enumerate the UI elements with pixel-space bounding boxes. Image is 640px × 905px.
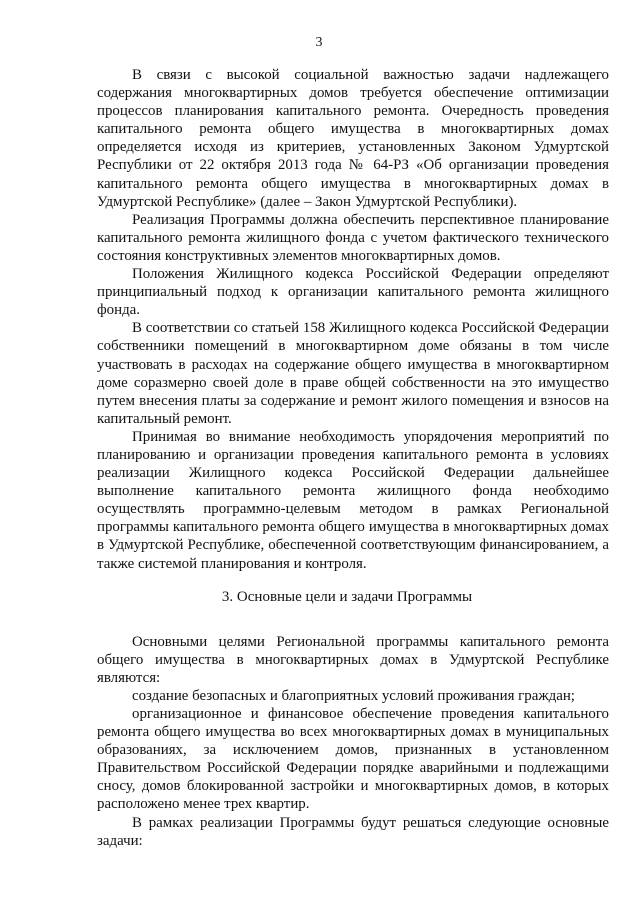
- section-heading: 3. Основные цели и задачи Программы: [221, 588, 473, 605]
- paragraph: Принимая во внимание необходимость упорядочения мероприятий по планированию и организации проведения капитального ремонта в условиях реализации Жилищного кодекса Российской Федерации дальнейшее выполнение капитального ремонта жилищного фонда необходимо осуществлять программно-целевым методом в рамках Региональной программы капитального ремонта общего имущества в многоквартирных домах в Удмуртской Республике, обеспеченной соответствующим финансированием, а также системой планирования и контроля.: [97, 428, 609, 572]
- paragraph: Реализация Программы должна обеспечить перспективное планирование капитального ремонта жилищного фонда с учетом фактического технического состояния конструктивных элементов многоквартирных домов.: [97, 211, 609, 264]
- paragraph: Положения Жилищного кодекса Российской Федерации определяют принципиальный подход к организации капитального ремонта жилищного фонда.: [97, 266, 609, 319]
- page-number: 3: [315, 35, 323, 50]
- paragraph: В рамках реализации Программы будут решаться следующие основные задачи:: [97, 814, 609, 849]
- body-text-after: [97, 633, 609, 850]
- paragraph: организационное и финансовое обеспечение проведения капитального ремонта общего имущества во всех многоквартирных домах в муниципальных образованиях, за исключением домов, признанных в установленном Правительством Российской Федерации порядке аварийными и подлежащими сносу, домов блокированной застройки и многоквартирных домов, в которых расположено менее трех квартир.: [97, 706, 609, 813]
- paragraph: Основными целями Региональной программы капитального ремонта общего имущества в многоквартирных домах в Удмуртской Республике являются:: [97, 633, 609, 686]
- paragraph: В связи с высокой социальной важностью задачи надлежащего содержания многоквартирных домов требуется обеспечение оптимизации процессов планирования капитального ремонта. Очередность проведения капитального ремонта общего имущества в многоквартирных домах определяется исходя из критериев, установленных Законом Удмуртской Республики от 22 октября 2013 года № 64-РЗ «Об организации проведения капитального ремонта общего имущества в многоквартирных домах в Удмуртской Республике» (далее – Закон Удмуртской Республики).: [97, 67, 609, 210]
- body-text-before: [97, 66, 609, 573]
- paragraph: В соответствии со статьей 158 Жилищного кодекса Российской Федерации собственники помещений в многоквартирном доме обязаны в том числе участвовать в расходах на содержание общего имущества в многоквартирном доме соразмерно своей доле в праве общей собственности на это имущество путем внесения платы за содержание и ремонт жилого помещения и взносов на капитальный ремонт.: [97, 320, 609, 427]
- paragraph: создание безопасных и благоприятных условий проживания граждан;: [132, 687, 575, 704]
